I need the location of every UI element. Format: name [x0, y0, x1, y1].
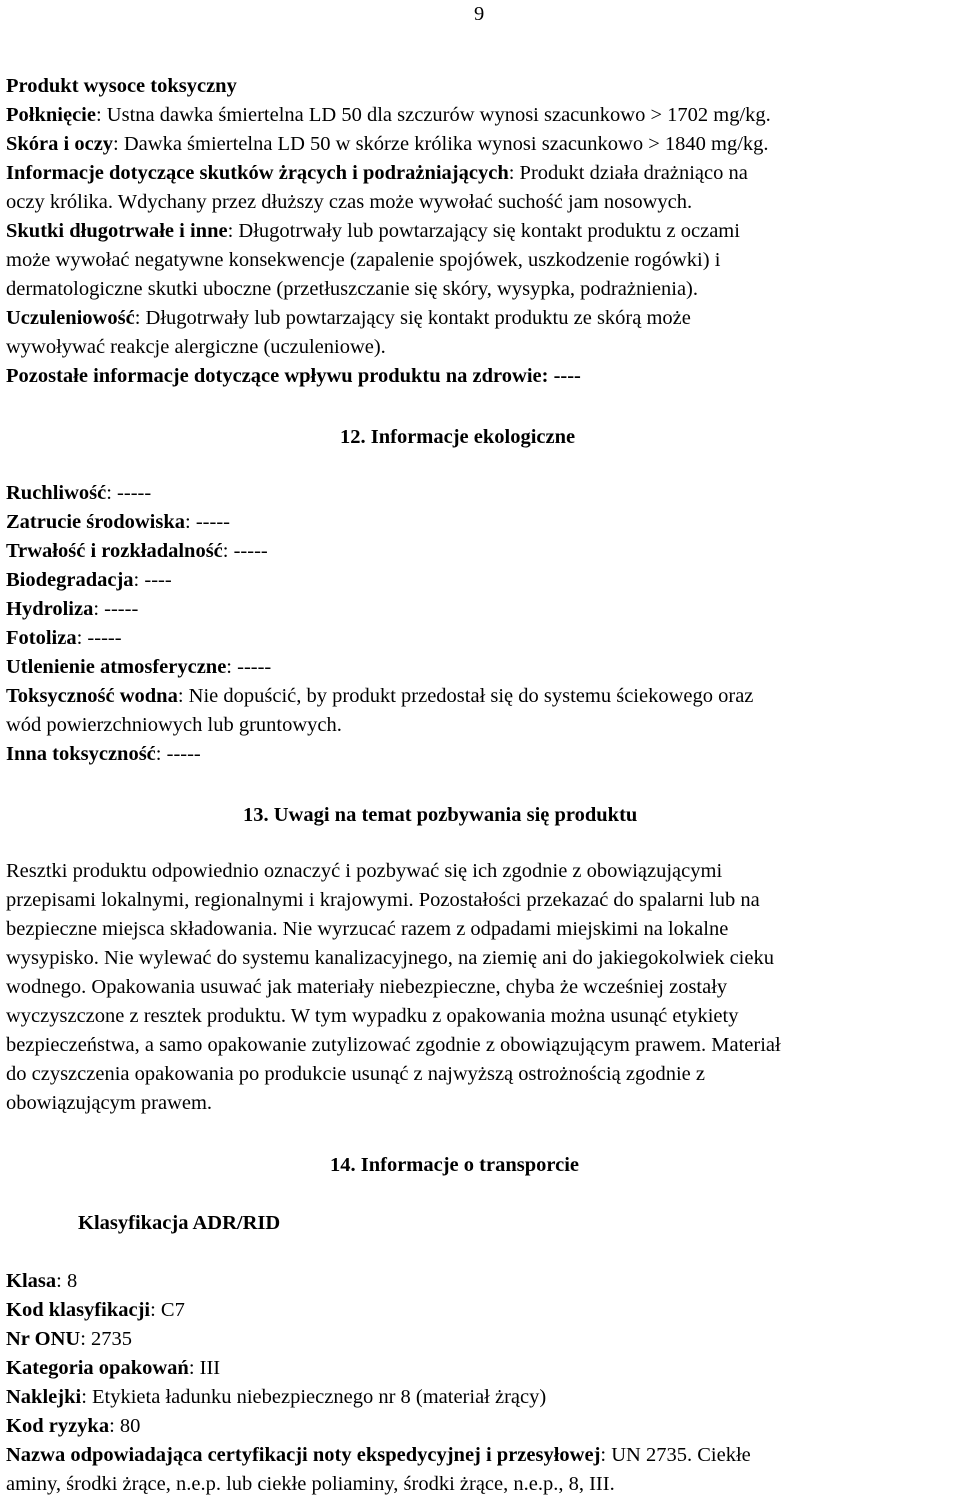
ecology-section [6, 479, 956, 769]
adr-rid-subheading: Klasyfikacja ADR/RID [78, 1212, 281, 1234]
hazard-code-line: Kod ryzyka: 80 [6, 1415, 141, 1437]
corrosive-line-2: oczy królika. Wdychany przez dłuższy czas może wywołać suchość jam nosowych. [6, 191, 693, 213]
toxicology-section [6, 72, 956, 391]
ingestion-line: Połknięcie: Ustna dawka śmiertelna LD 50 dla szczurów wynosi szacunkowo > 1702 mg/kg. [6, 104, 771, 126]
sensitization-line-2: wywoływać reakcje alergiczne (uczuleniowe). [6, 336, 386, 358]
corrosive-line: Informacje dotyczące skutków żrących i podrażniających: Produkt działa drażniąco na [6, 162, 748, 184]
section-14-heading: 14. Informacje o transporcie [330, 1154, 579, 1176]
page-number: 9 [474, 3, 485, 25]
disposal-line: wysypisko. Nie wylewać do systemu kanalizacyjnego, na ziemię ani do jakiegokolwiek cieku [6, 947, 774, 969]
disposal-line: przepisami lokalnymi, regionalnymi i krajowymi. Pozostałości przekazać do spalarni lub na [6, 889, 760, 911]
un-number-line: Nr ONU: 2735 [6, 1328, 133, 1350]
oxidation-line: Utlenienie atmosferyczne: ----- [6, 656, 272, 678]
packing-group-line: Kategoria opakowań: III [6, 1357, 221, 1379]
section-13-heading: 13. Uwagi na temat pozbywania się produktu [243, 804, 638, 826]
disposal-line: Resztki produktu odpowiednio oznaczyć i pozbywać się ich zgodnie z obowiązującymi [6, 860, 723, 882]
long-term-line: Skutki długotrwałe i inne: Długotrwały lub powtarzający się kontakt produktu z oczami [6, 220, 740, 242]
aquatic-line: Toksyczność wodna: Nie dopuścić, by produkt przedostał się do systemu ściekowego oraz [6, 685, 754, 707]
disposal-line: do czyszczenia opakowania po produkcie usunąć z najwyższą ostrożnością zgodnie z [6, 1063, 705, 1085]
labels-line: Naklejki: Etykieta ładunku niebezpiecznego nr 8 (materiał żrący) [6, 1386, 547, 1408]
pollution-line: Zatrucie środowiska: ----- [6, 511, 230, 533]
disposal-section [6, 857, 956, 1118]
section-12-heading: 12. Informacje ekologiczne [340, 426, 576, 448]
mobility-line: Ruchliwość: ----- [6, 482, 152, 504]
shipping-name-line-2: aminy, środki żrące, n.e.p. lub ciekłe poliaminy, środki żrące, n.e.p., 8, III. [6, 1473, 615, 1495]
shipping-name-line: Nazwa odpowiadająca certyfikacji noty ekspedycyjnej i przesyłowej: UN 2735. Ciekłe [6, 1444, 751, 1466]
persistence-line: Trwałość i rozkładalność: ----- [6, 540, 268, 562]
other-health-line: Pozostałe informacje dotyczące wpływu produktu na zdrowie: ---- [6, 365, 581, 387]
aquatic-line-2: wód powierzchniowych lub gruntowych. [6, 714, 342, 736]
class-code-line: Kod klasyfikacji: C7 [6, 1299, 185, 1321]
transport-section [6, 1267, 956, 1499]
toxicity-heading: Produkt wysoce toksyczny [6, 75, 237, 97]
long-term-line-3: dermatologiczne skutki uboczne (przetłuszczanie się skóry, wysypka, podrażnienia). [6, 278, 698, 300]
hydrolysis-line: Hydroliza: ----- [6, 598, 139, 620]
photolysis-line: Fotoliza: ----- [6, 627, 122, 649]
disposal-line: bezpieczeństwa, a samo opakowanie zutylizować zgodnie z obowiązującym prawem. Materiał [6, 1034, 781, 1056]
disposal-line: wodnego. Opakowania usuwać jak materiały niebezpieczne, chyba że wcześniej zostały [6, 976, 728, 998]
disposal-line: wyczyszczone z resztek produktu. W tym wypadku z opakowania można usunąć etykiety [6, 1005, 739, 1027]
other-toxicity-line: Inna toksyczność: ----- [6, 743, 201, 765]
class-line: Klasa: 8 [6, 1270, 78, 1292]
long-term-line-2: może wywołać negatywne konsekwencje (zapalenie spojówek, uszkodzenie rogówki) i [6, 249, 721, 271]
sensitization-line: Uczuleniowość: Długotrwały lub powtarzający się kontakt produktu ze skórą może [6, 307, 691, 329]
disposal-line: bezpieczne miejsca składowania. Nie wyrzucać razem z odpadami miejskimi na lokalne [6, 918, 729, 940]
skin-eyes-line: Skóra i oczy: Dawka śmiertelna LD 50 w skórze królika wynosi szacunkowo > 1840 mg/kg. [6, 133, 769, 155]
disposal-line: obowiązującym prawem. [6, 1092, 213, 1114]
biodegradation-line: Biodegradacja: ---- [6, 569, 172, 591]
